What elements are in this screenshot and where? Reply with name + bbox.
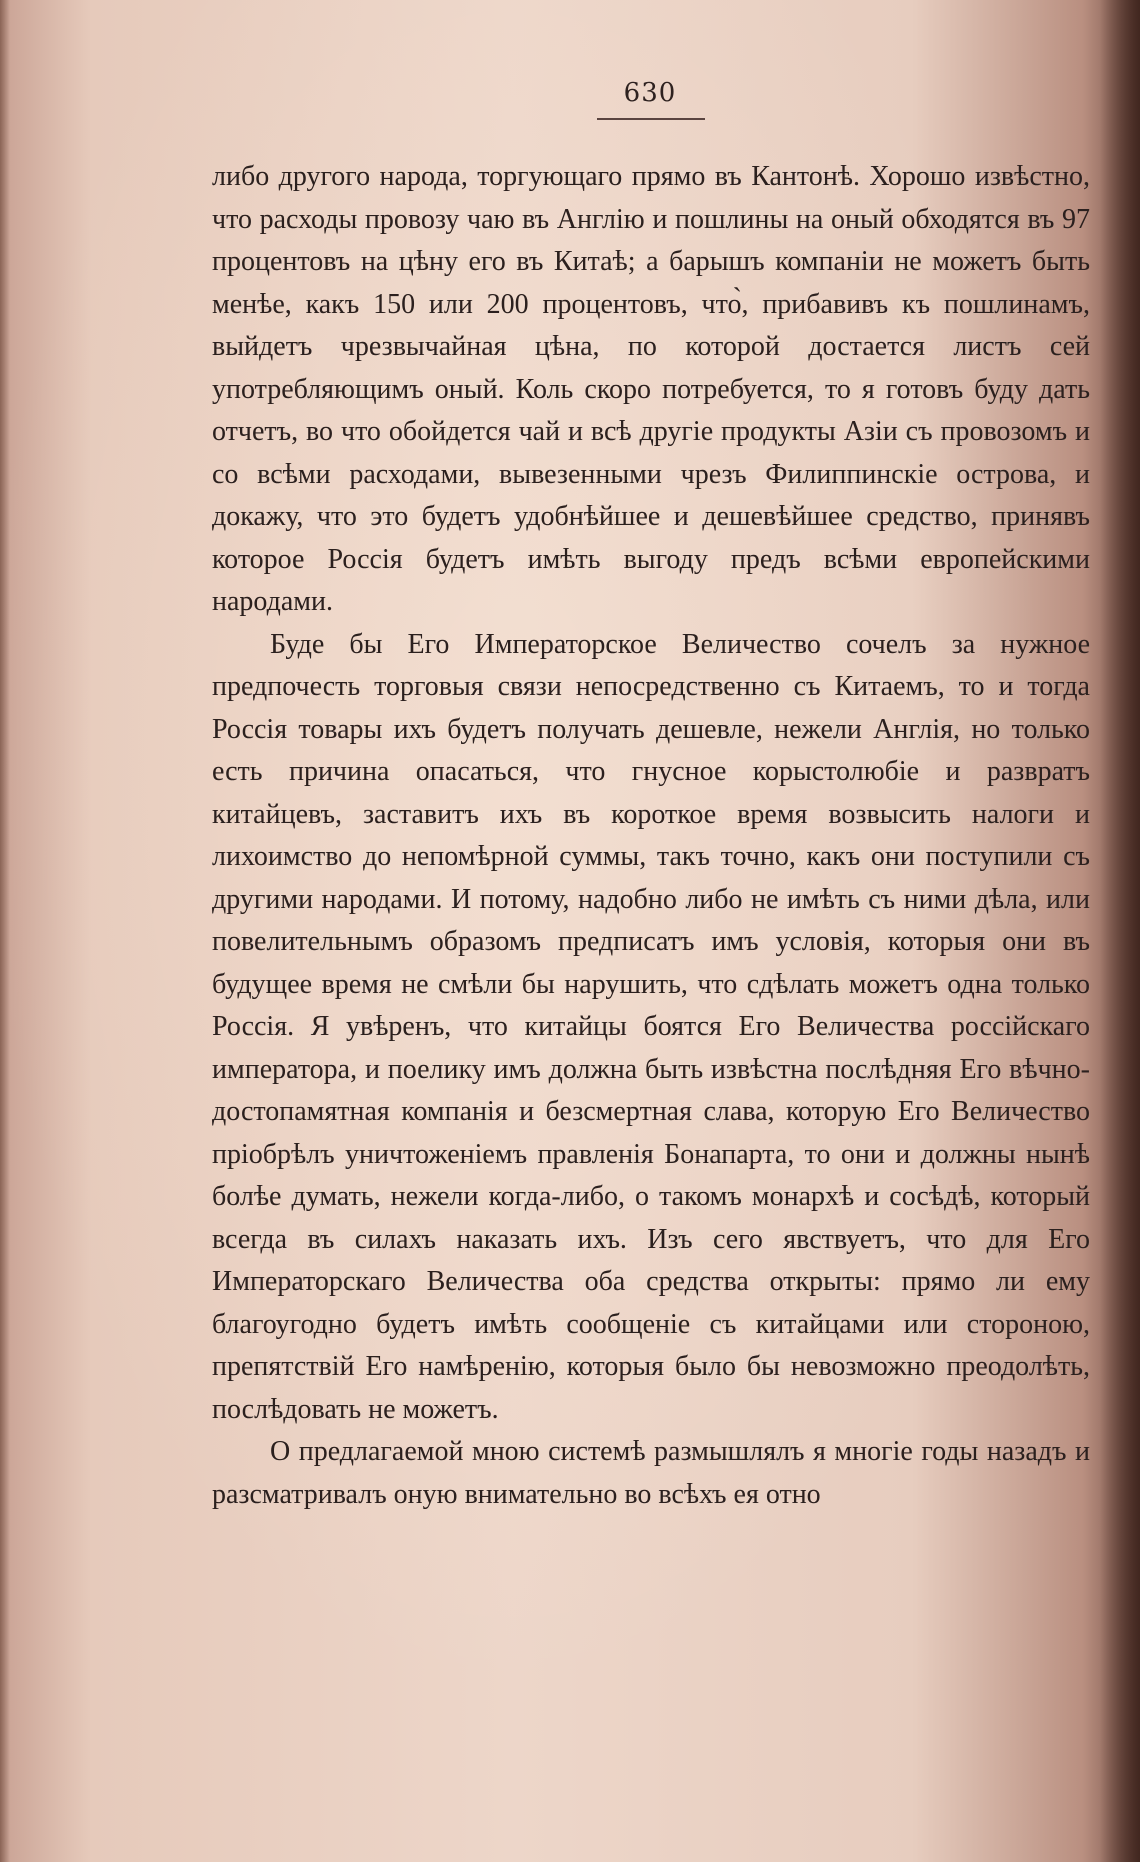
page-binding-shadow	[1100, 0, 1140, 1862]
paragraph-3: О предлагаемой мною системѣ размышлялъ я многіе годы назадъ и разсматривалъ оную внимательно во всѣхъ ея отно	[212, 1436, 1090, 1510]
page-left-edge	[0, 0, 10, 1862]
paragraph-2: Буде бы Его Императорское Величество сочелъ за нужное предпочесть торговыя связи непосредственно съ Китаемъ, то и тогда Россія товары ихъ будетъ получать дешевле, нежели Англія, но только есть причина опасаться, что гнусное корыстолюбіе и развратъ китайцевъ, заставитъ ихъ въ короткое время возвысить налоги и лихоимство до непомѣрной суммы, такъ точно, какъ они поступили съ другими народами. И потому, надобно либо не имѣть съ ними дѣла, или повелительнымъ образомъ предписатъ имъ условія, которыя они въ будущее время не смѣли бы нарушить, что сдѣлать можетъ одна только Россія. Я увѣренъ, что китайцы боятся Его Величества россійскаго императора, и поелику имъ должна быть извѣстна послѣдняя Его вѣчно-достопамятная компанія и безсмертная слава, которую Его Величество пріобрѣлъ уничтоженіемъ правленія Бонапарта, то они и должны нынѣ болѣе думать, нежели когда-либо, о такомъ монархѣ и сосѣдѣ, который всегда въ силахъ наказать ихъ. Изъ сего явствуетъ, что для Его Императорскаго Величества оба средства открыты: прямо ли ему благоугодно будетъ имѣть сообщеніе съ китайцами или стороною, препятствій Его намѣренію, которыя было бы невозможно преодолѣть, послѣдовать не можетъ.	[212, 628, 1090, 1425]
paragraph-1: либо другого народа, торгующаго прямо въ Кантонѣ. Хорошо извѣстно, что расходы провозу чаю въ Англію и пошлины на оный обходятся въ 97 процентовъ на цѣну его въ Китаѣ; а барышъ компаніи не можетъ быть менѣе, какъ 150 или 200 процентовъ, что̀, прибавивъ къ пошлинамъ, выйдетъ чрезвычайная цѣна, по которой достается листъ сей употребляющимъ оный. Коль скоро потребуется, то я готовъ буду дать отчетъ, во что обойдется чай и всѣ другіе продукты Азіи съ провозомъ и со всѣми расходами, вывезенными чрезъ Филиппинскіе острова, и докажу, что это будетъ удобнѣйшее и дешевѣйшее средство, принявъ которое Россія будетъ имѣть выгоду предъ всѣми европейскими народами.	[212, 161, 1090, 617]
body-text	[212, 156, 1090, 1516]
page-number: 630	[623, 78, 677, 108]
page-number-rule	[597, 118, 705, 120]
